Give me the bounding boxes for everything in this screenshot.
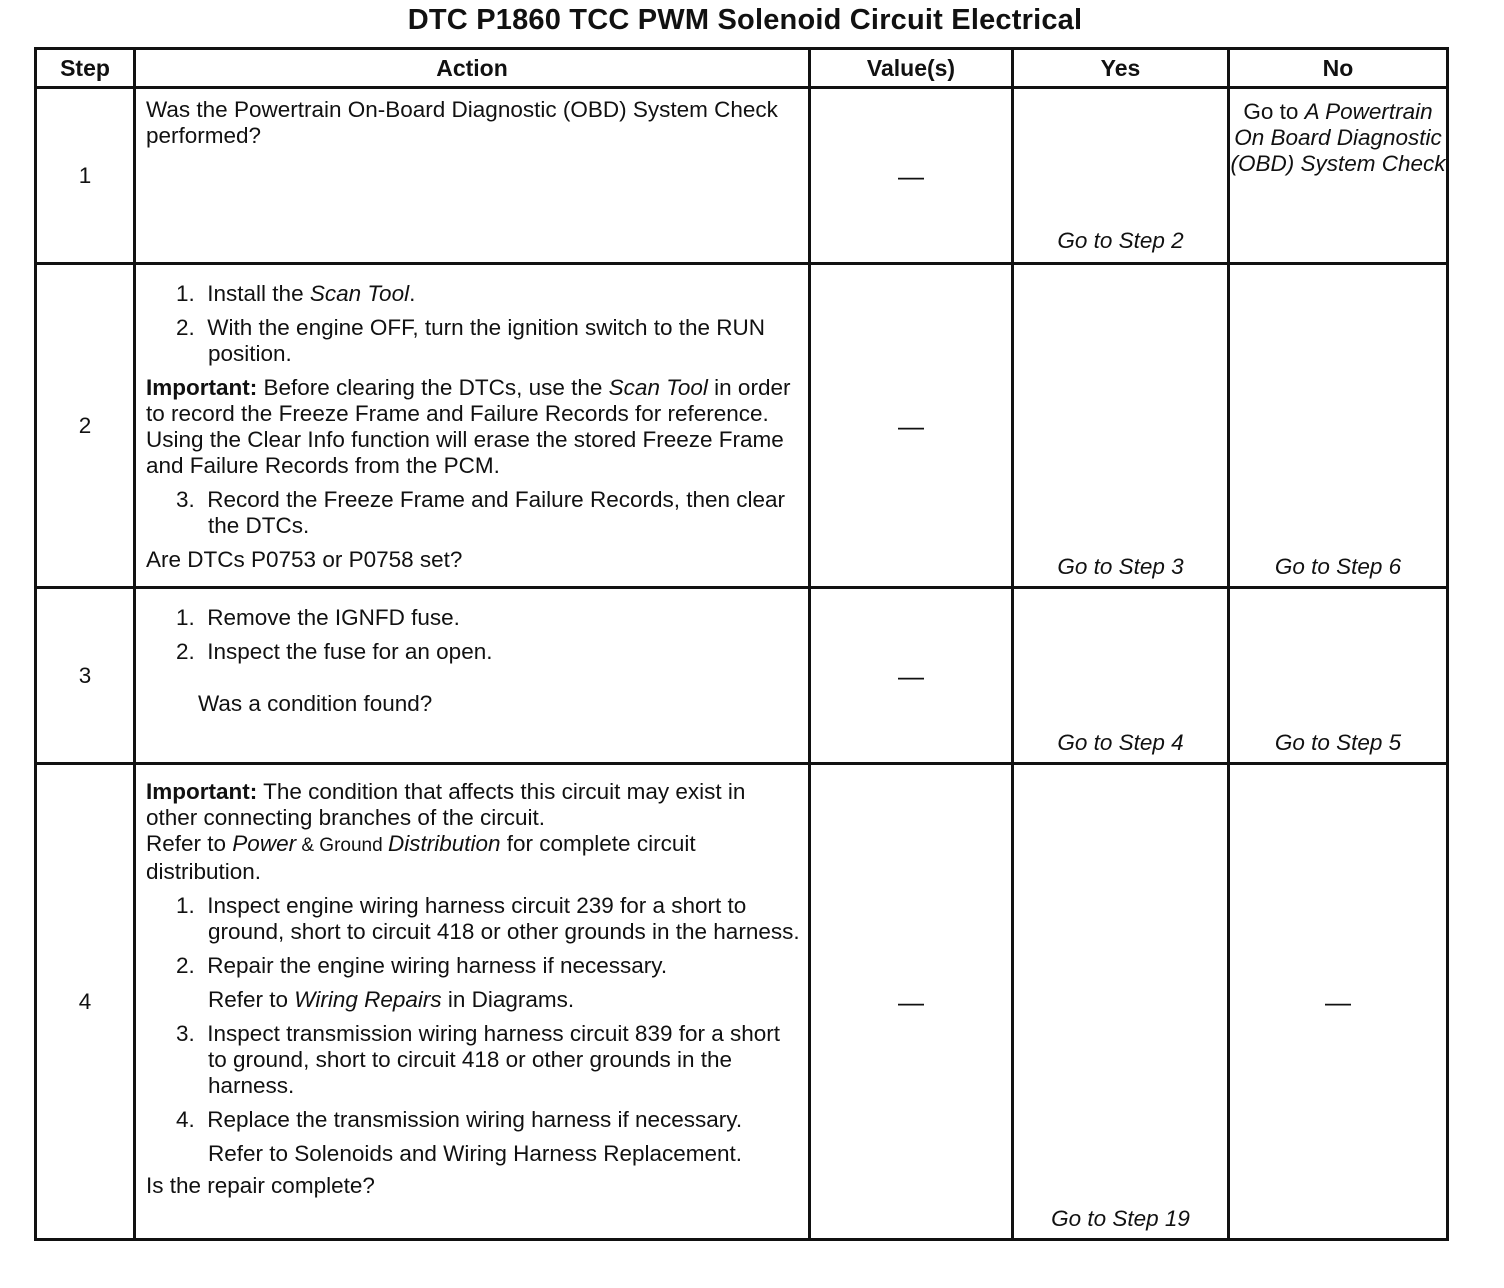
value-cell: — (810, 588, 1013, 764)
value-cell: — (810, 88, 1013, 264)
refer-note: Refer to Power & Ground Distribution for complete circuit distribution. (146, 831, 696, 884)
step-number: 2 (36, 264, 135, 588)
value-cell: — (810, 264, 1013, 588)
yes-link[interactable]: Go to Step 2 (1013, 88, 1229, 264)
step-number: 4 (36, 764, 135, 1240)
table-header-row (36, 49, 1448, 88)
list-item: 1. Install the Scan Tool. (176, 281, 416, 306)
header-no: No (1229, 49, 1448, 88)
step-number: 1 (36, 88, 135, 264)
action-list (146, 281, 800, 367)
action-question: Was the Powertrain On-Board Diagnostic (OBD) System Check performed? (146, 97, 778, 148)
list-item: 4. Replace the transmission wiring harness if necessary. Refer to Solenoids and Wiring Harness Replacement. (170, 1107, 800, 1167)
header-yes: Yes (1013, 49, 1229, 88)
diagnostic-table (34, 47, 1449, 1241)
table-row (36, 764, 1448, 1240)
yes-link[interactable]: Go to Step 19 (1013, 764, 1229, 1240)
page-title: DTC P1860 TCC PWM Solenoid Circuit Electrical (407, 4, 1083, 36)
list-item: 3. Inspect transmission wiring harness circuit 839 for a short to ground, short to circuit 418 or other grounds in the harness. (176, 1021, 781, 1098)
sub-reference: Refer to Wiring Repairs in Diagrams. (208, 987, 575, 1012)
action-question: Was a condition found? (198, 691, 433, 716)
header-action: Action (135, 49, 810, 88)
table-row (36, 588, 1448, 764)
header-step: Step (36, 49, 135, 88)
list-item: 1. Inspect engine wiring harness circuit 239 for a short to ground, short to circuit 418 or other grounds in the harness. (176, 893, 800, 944)
important-note: Important: Before clearing the DTCs, use the Scan Tool in order to record the Freeze Frame and Failure Records for reference. Using the Clear Info function will erase the stored Freeze Frame and Failure Records from the PCM. (146, 375, 791, 478)
list-item: 3. Record the Freeze Frame and Failure Records, then clear the DTCs. (176, 487, 786, 538)
list-item: 2. Repair the engine wiring harness if necessary. Refer to Wiring Repairs in Diagrams. (170, 953, 800, 1013)
yes-link[interactable]: Go to Step 3 (1013, 264, 1229, 588)
important-note: Important: The condition that affects this circuit may exist in other connecting branches of the circuit. (146, 779, 746, 830)
no-link-target: A Powertrain On Board Diagnostic (OBD) System Check (1230, 99, 1446, 176)
sub-reference: Refer to Solenoids and Wiring Harness Replacement. (208, 1141, 743, 1166)
table-row (36, 264, 1448, 588)
list-item: 2. With the engine OFF, turn the ignition switch to the RUN position. (176, 315, 766, 366)
action-list (146, 893, 800, 1167)
yes-link[interactable]: Go to Step 4 (1013, 588, 1229, 764)
no-link[interactable] (1229, 88, 1448, 264)
table-row (36, 88, 1448, 264)
list-item: 1. Remove the IGNFD fuse. (176, 605, 460, 630)
action-cell (135, 764, 810, 1240)
value-cell: — (810, 764, 1013, 1240)
header-values: Value(s) (810, 49, 1013, 88)
action-cell (135, 264, 810, 588)
no-link[interactable]: Go to Step 5 (1229, 588, 1448, 764)
action-list (146, 487, 800, 539)
action-cell (135, 588, 810, 764)
list-item: 2. Inspect the fuse for an open. (176, 639, 493, 664)
action-question: Is the repair complete? (146, 1173, 375, 1198)
no-link-prefix: Go to (1243, 99, 1305, 124)
no-value: — (1229, 764, 1448, 1240)
action-question: Are DTCs P0753 or P0758 set? (146, 547, 463, 572)
action-cell (135, 88, 810, 264)
step-number: 3 (36, 588, 135, 764)
no-link[interactable]: Go to Step 6 (1229, 264, 1448, 588)
action-list (146, 605, 800, 665)
